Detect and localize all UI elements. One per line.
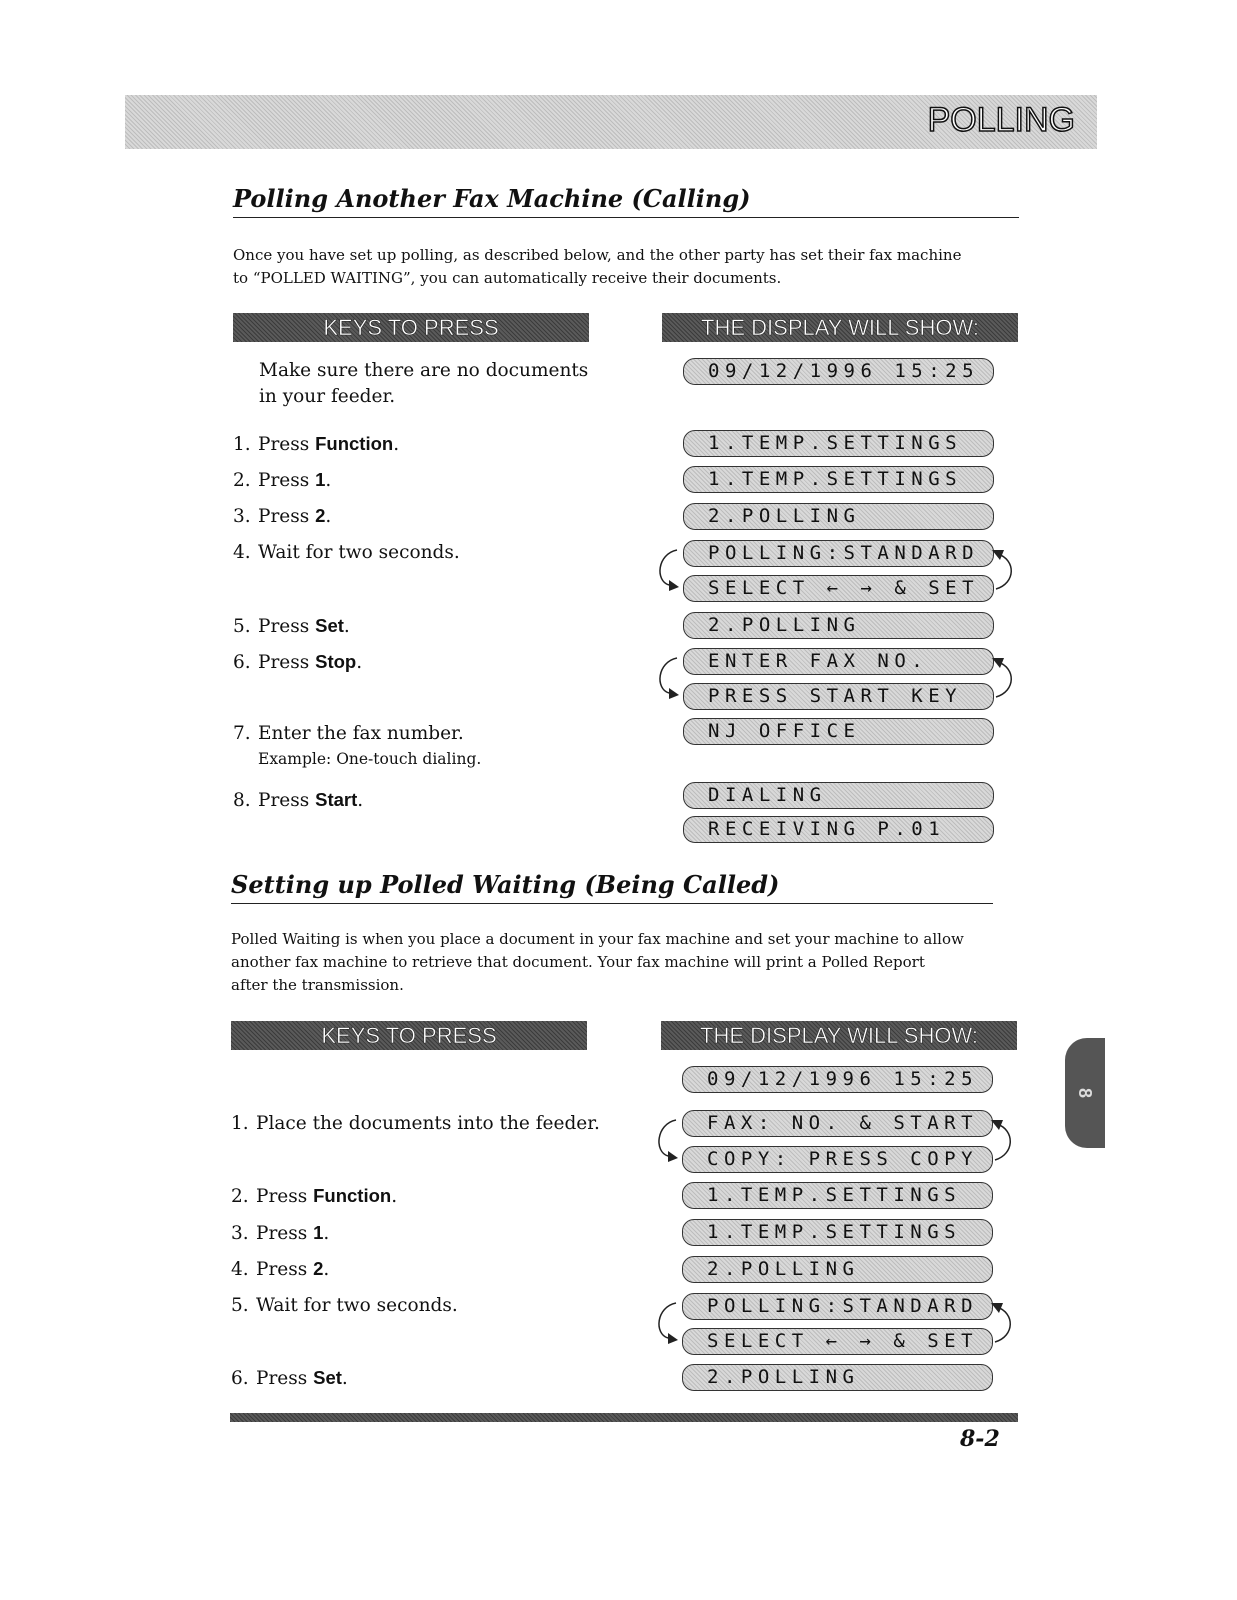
- right-curve-arrow: [995, 1307, 1010, 1342]
- step-text: Wait for two seconds.: [258, 542, 460, 563]
- lcd-display: 1.TEMP.SETTINGS: [683, 430, 994, 457]
- section1-intro-line: to “POLLED WAITING”, you can automatically receive their documents.: [233, 269, 782, 287]
- step-5: [231, 1293, 458, 1319]
- keys-to-press-header: KEYS TO PRESS: [233, 313, 589, 342]
- left-arrowhead: [669, 688, 679, 699]
- alternating-display-arrows: [647, 648, 1027, 713]
- section1-title: Polling Another Fax Machine (Calling): [233, 184, 1019, 218]
- section1-intro: [233, 244, 961, 290]
- chapter-tab: [1065, 1038, 1105, 1148]
- step-number: 3.: [233, 506, 251, 527]
- step-end: .: [325, 506, 332, 527]
- chapter-tab-label: 8: [1075, 1087, 1095, 1098]
- left-arrowhead: [669, 580, 679, 591]
- right-arrowhead: [992, 658, 1004, 668]
- prep-instruction: Make sure there are no documents in your feeder.: [259, 360, 589, 407]
- lcd-display: 1.TEMP.SETTINGS: [682, 1182, 993, 1209]
- key-name: 2: [313, 1258, 324, 1279]
- section2-intro-line: Polled Waiting is when you place a document in your fax machine and set your machine to allow: [231, 930, 964, 948]
- step-number: 5.: [233, 616, 251, 637]
- step-number: 4.: [233, 542, 251, 563]
- section2-intro-line: after the transmission.: [231, 976, 404, 994]
- section2-intro-line: another fax machine to retrieve that document. Your fax machine will print a Polled Report: [231, 953, 925, 971]
- left-curve-arrow: [660, 550, 677, 585]
- right-arrowhead: [991, 1303, 1003, 1313]
- step-5: [233, 613, 350, 640]
- header-band: [125, 95, 1097, 149]
- step-text: Press: [258, 790, 316, 811]
- right-arrowhead: [992, 550, 1004, 560]
- step-4: [231, 1256, 329, 1283]
- key-name: Stop: [315, 651, 357, 672]
- step-2: [231, 1183, 397, 1210]
- section2-intro: [231, 928, 964, 997]
- lcd-display: SELECT ← → & SET: [683, 575, 994, 602]
- alternating-display-arrows: [646, 1293, 1026, 1358]
- section2-title: Setting up Polled Waiting (Being Called): [231, 870, 993, 904]
- lcd-display: FAX: NO. & START: [682, 1110, 993, 1137]
- right-curve-arrow: [995, 1124, 1010, 1160]
- section1-intro-line: Once you have set up polling, as described below, and the other party has set their fax machine: [233, 246, 962, 264]
- step-end: .: [393, 434, 400, 455]
- lcd-display: 09/12/1996 15:25: [683, 358, 994, 385]
- lcd-display: POLLING:STANDARD: [682, 1293, 993, 1320]
- step-text: Press: [258, 434, 316, 455]
- lcd-display: 09/12/1996 15:25: [682, 1066, 993, 1093]
- step-end: .: [391, 1186, 398, 1207]
- step-number: 7.: [233, 723, 251, 744]
- key-name: 1: [313, 1222, 324, 1243]
- step-3: [231, 1220, 329, 1247]
- step-text: Enter the fax number.: [258, 723, 464, 744]
- step-number: 8.: [233, 790, 251, 811]
- step-end: .: [356, 652, 363, 673]
- step-number: 6.: [231, 1368, 249, 1389]
- key-name: Function: [315, 433, 394, 454]
- step-number: 2.: [233, 470, 251, 491]
- step-number: 4.: [231, 1259, 249, 1280]
- step-text: Press: [258, 652, 316, 673]
- lcd-display: 2.POLLING: [682, 1256, 993, 1283]
- step-number: 2.: [231, 1186, 249, 1207]
- right-curve-arrow: [996, 554, 1011, 589]
- step-text: Press: [258, 616, 316, 637]
- step-number: 1.: [231, 1113, 249, 1134]
- step7-note: Example: One-touch dialing.: [258, 750, 482, 768]
- alternating-display-arrows: [647, 540, 1027, 605]
- display-will-show-header: THE DISPLAY WILL SHOW:: [662, 313, 1018, 342]
- step-7: [233, 721, 464, 747]
- lcd-display: POLLING:STANDARD: [683, 540, 994, 567]
- step-text: Press: [256, 1223, 314, 1244]
- right-curve-arrow: [996, 662, 1011, 697]
- lcd-display: RECEIVING P.01: [683, 816, 994, 843]
- step-number: 3.: [231, 1223, 249, 1244]
- lcd-display: 2.POLLING: [683, 612, 994, 639]
- right-arrowhead: [991, 1120, 1003, 1130]
- step-end: .: [325, 470, 332, 491]
- keys-to-press-header: KEYS TO PRESS: [231, 1021, 587, 1050]
- lcd-display: SELECT ← → & SET: [682, 1328, 993, 1355]
- key-name: 2: [315, 505, 326, 526]
- step-1: [231, 1111, 600, 1137]
- left-arrowhead: [668, 1333, 678, 1344]
- left-curve-arrow: [659, 1303, 676, 1338]
- step-2: [233, 467, 331, 494]
- step-3: [233, 503, 331, 530]
- step-end: .: [341, 1368, 348, 1389]
- key-name: 1: [315, 469, 326, 490]
- step-number: 5.: [231, 1295, 249, 1316]
- left-curve-arrow: [660, 658, 677, 693]
- lcd-display: DIALING: [683, 782, 994, 809]
- step-end: .: [357, 790, 364, 811]
- left-arrowhead: [668, 1151, 678, 1162]
- lcd-display: PRESS START KEY: [683, 683, 994, 710]
- lcd-display: ENTER FAX NO.: [683, 648, 994, 675]
- step-end: .: [323, 1223, 330, 1244]
- chapter-title: POLLING: [927, 101, 1075, 139]
- step-text: Wait for two seconds.: [256, 1295, 458, 1316]
- step-1: [233, 431, 399, 458]
- bottom-rule: [230, 1413, 1018, 1422]
- lcd-display: 2.POLLING: [682, 1364, 993, 1391]
- step-end: .: [343, 616, 350, 637]
- key-name: Set: [315, 615, 344, 636]
- display-will-show-header: THE DISPLAY WILL SHOW:: [661, 1021, 1017, 1050]
- key-name: Set: [313, 1367, 342, 1388]
- step-text: Press: [258, 470, 316, 491]
- step-text: Press: [256, 1259, 314, 1280]
- key-name: Start: [315, 789, 358, 810]
- lcd-display: 2.POLLING: [683, 503, 994, 530]
- key-name: Function: [313, 1185, 392, 1206]
- lcd-display: 1.TEMP.SETTINGS: [682, 1219, 993, 1246]
- step-text: Press: [256, 1186, 314, 1207]
- step-text: Place the documents into the feeder.: [256, 1113, 600, 1134]
- lcd-display: COPY: PRESS COPY: [682, 1146, 993, 1173]
- lcd-display: 1.TEMP.SETTINGS: [683, 466, 994, 493]
- step-text: Press: [258, 506, 316, 527]
- step-8: [233, 787, 363, 814]
- step-number: 1.: [233, 434, 251, 455]
- step-6: [233, 649, 362, 676]
- step-text: Press: [256, 1368, 314, 1389]
- step-end: .: [323, 1259, 330, 1280]
- step-6: [231, 1365, 348, 1392]
- step-4: [233, 540, 460, 566]
- lcd-display: NJ OFFICE: [683, 718, 994, 745]
- step-number: 6.: [233, 652, 251, 673]
- alternating-display-arrows: [646, 1110, 1026, 1176]
- page-number: 8-2: [960, 1426, 1000, 1452]
- left-curve-arrow: [659, 1120, 676, 1156]
